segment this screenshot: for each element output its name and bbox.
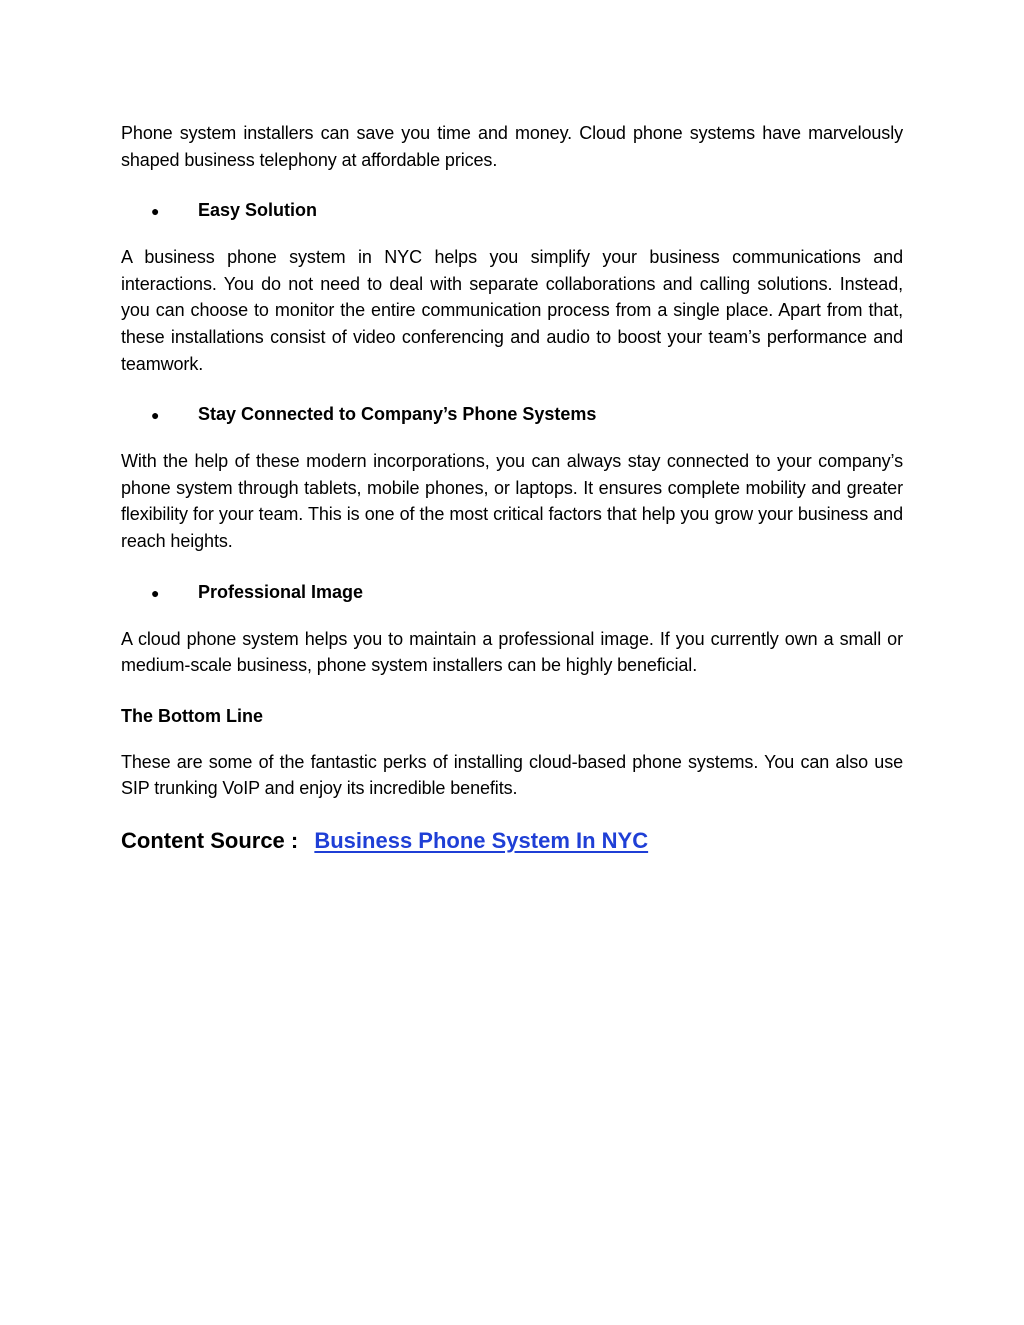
section-paragraph-professional-image: A cloud phone system helps you to maintain a professional image. If you currently own a small or medium-scale business, phone system installers can be highly beneficial. <box>121 628 903 676</box>
bottom-line-heading: The Bottom Line <box>121 705 263 726</box>
section-paragraph-easy-solution: A business phone system in NYC helps you simplify your business communications and interactions. You do not need to deal with separate collaborations and calling solutions. Instead, you can choose to monitor the entire communication process from a single place. Apart from that, these installations consist of video conferencing and audio to boost your team’s performance and teamwork. <box>121 247 903 374</box>
bullet-icon: ● <box>151 407 160 424</box>
section-heading-stay-connected <box>121 401 903 428</box>
bullet-icon: ● <box>151 584 160 601</box>
section-heading-professional-image <box>121 579 903 606</box>
content-source-link[interactable]: Business Phone System In NYC <box>314 827 649 853</box>
intro-paragraph: Phone system installers can save you time and money. Cloud phone systems have marvelously shaped business telephony at affordable prices. <box>121 123 903 170</box>
section-heading-text: Easy Solution <box>198 200 318 221</box>
content-source-label: Content Source : <box>121 827 299 853</box>
section-heading-text: Professional Image <box>198 581 364 602</box>
content-source-line <box>121 826 903 856</box>
bullet-icon: ● <box>151 203 160 220</box>
section-heading-text: Stay Connected to Company’s Phone Systems <box>198 404 597 425</box>
bottom-line-paragraph: These are some of the fantastic perks of installing cloud-based phone systems. You can also use SIP trunking VoIP and enjoy its incredible benefits. <box>121 751 903 799</box>
section-paragraph-stay-connected: With the help of these modern incorporations, you can always stay connected to your company’s phone system through tablets, mobile phones, or laptops. It ensures complete mobility and greater flexibility for your team. This is one of the most critical factors that help you grow your business and reach heights. <box>121 451 903 551</box>
section-heading-easy-solution <box>121 197 903 224</box>
document-page <box>121 120 903 856</box>
